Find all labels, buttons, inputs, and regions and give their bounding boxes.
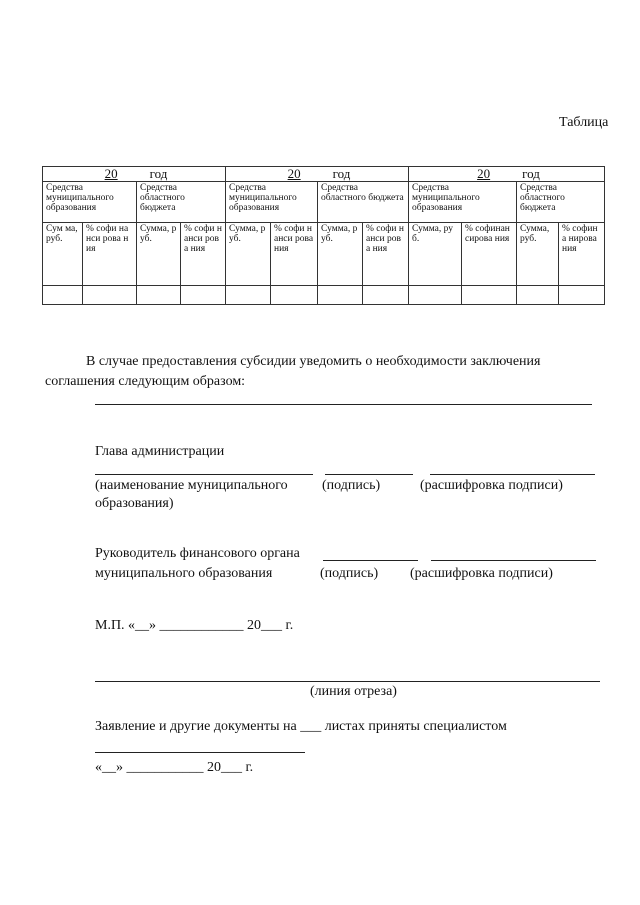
year-header-1: 20 год — [43, 167, 226, 182]
percent-header: % софи нанси рова ния — [271, 223, 318, 286]
table-cell — [517, 286, 559, 305]
source-header: Средства муниципального образования — [43, 182, 137, 223]
table-row — [43, 286, 605, 305]
specialist-name-line[interactable] — [95, 752, 305, 753]
percent-header: % софи нанси рова ния — [83, 223, 137, 286]
cut-line-caption: (линия отреза) — [310, 684, 397, 699]
finance-signature-caption: (подпись) — [320, 566, 379, 581]
notice-line-2: соглашения следующим образом: — [45, 374, 246, 389]
source-header: Средства областного бюджета — [137, 182, 226, 223]
documents-accepted-line: Заявление и другие документы на ___ листах приняты специалистом — [95, 719, 507, 734]
sum-header: Сумма, руб. — [318, 223, 363, 286]
notice-line-1: В случае предоставления субсидии уведомить о необходимости заключения — [86, 354, 541, 369]
municipal-name-line[interactable] — [95, 474, 313, 475]
table-cell — [226, 286, 271, 305]
table-cell — [137, 286, 181, 305]
table-cell — [318, 286, 363, 305]
percent-header: % софинан сирова ния — [462, 223, 517, 286]
source-header: Средства областного бюджета — [517, 182, 605, 223]
municipal-caption-2: образования) — [95, 496, 174, 511]
sum-header: Сумма, руб. — [137, 223, 181, 286]
head-decoding-caption: (расшифровка подписи) — [420, 478, 563, 493]
stamp-date-line: М.П. «__» ____________ 20___ г. — [95, 618, 294, 633]
year-header-2: 20 год — [226, 167, 409, 182]
table-cell — [363, 286, 409, 305]
year-header-3: 20 год — [409, 167, 605, 182]
percent-header: % софи нанси рова ния — [181, 223, 226, 286]
table-cell — [271, 286, 318, 305]
sum-header: Сумма, руб. — [226, 223, 271, 286]
percent-header: % софи нанси рова ния — [363, 223, 409, 286]
head-signature-caption: (подпись) — [322, 478, 381, 493]
sum-header: Сумма, руб. — [409, 223, 462, 286]
sum-header: Сум ма, руб. — [43, 223, 83, 286]
percent-header: % софина нирова ния — [559, 223, 605, 286]
notice-entry-line[interactable] — [95, 404, 592, 405]
finance-title: Руководитель финансового органа — [95, 546, 300, 561]
sum-header: Сумма, руб. — [517, 223, 559, 286]
municipal-caption: (наименование муниципального — [95, 478, 288, 493]
source-header: Средства муниципального образования — [409, 182, 517, 223]
head-title: Глава администрации — [95, 444, 225, 459]
table-cell — [559, 286, 605, 305]
table-cell — [83, 286, 137, 305]
finance-decoding-caption: (расшифровка подписи) — [410, 566, 553, 581]
cut-line — [95, 681, 600, 682]
finance-decoding-line[interactable] — [431, 560, 596, 561]
page-title: Таблица — [559, 115, 609, 130]
table-cell — [181, 286, 226, 305]
head-decoding-line[interactable] — [430, 474, 595, 475]
source-header: Средства муниципального образования — [226, 182, 318, 223]
table-cell — [43, 286, 83, 305]
acceptance-date-line: «__» ___________ 20___ г. — [95, 760, 254, 775]
funding-table — [42, 166, 605, 305]
table-cell — [462, 286, 517, 305]
source-header: Средства областного бюджета — [318, 182, 409, 223]
finance-signature-line[interactable] — [323, 560, 418, 561]
table-cell — [409, 286, 462, 305]
head-signature-line[interactable] — [325, 474, 413, 475]
finance-title-2: муниципального образования — [95, 566, 273, 581]
